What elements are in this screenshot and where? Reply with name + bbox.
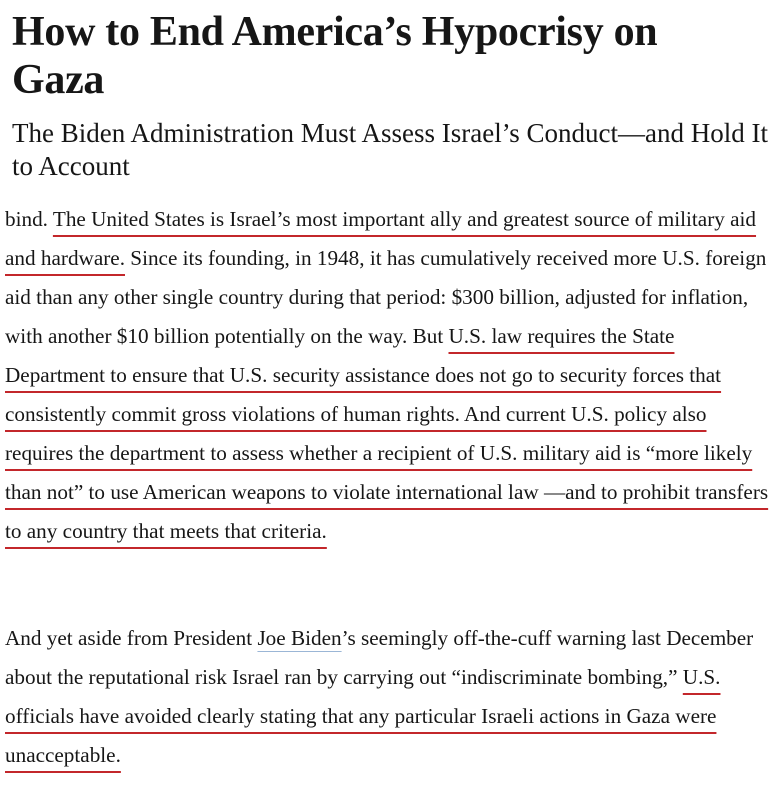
joe-biden-link[interactable]: Joe Biden [257, 626, 342, 650]
article-paragraph-1 [5, 200, 773, 551]
highlighted-passage: U.S. officials have avoided clearly stating that any particular Israeli actions in Gaza were unacceptable. [5, 665, 721, 767]
paragraph-text: bind. [5, 207, 53, 231]
highlighted-passage: U.S. law requires the State Department to ensure that U.S. security assistance does not go to security forces that consistently commit gross violations of human rights. And current U.S. policy also requires the department to assess whether a recipient of U.S. military aid is “more likely than not” to use American weapons to violate international law —and to prohibit transfers to any country that meets that criteria. [5, 324, 769, 543]
article-subtitle: The Biden Administration Must Assess Israel’s Conduct—and Hold It to Account [12, 118, 768, 181]
paragraph-text: ’s seemingly off-the-cuff warning last December about the reputational risk Israel ran by carrying out “indiscriminate bombing,” [5, 626, 754, 689]
paragraph-text: Since its founding, in 1948, it has cumulatively received more U.S. foreign aid than any other single country during that period: $300 billion, adjusted for inflation, with another $10 billion potentially on the way. But [5, 246, 767, 348]
highlighted-passage: The United States is Israel’s most important ally and greatest source of military aid and hardware. [5, 207, 757, 270]
article-paragraph-2 [5, 619, 773, 775]
article-title: How to End America’s Hypocrisy on Gaza [12, 9, 658, 103]
paragraph-text: And yet aside from President [5, 626, 258, 650]
